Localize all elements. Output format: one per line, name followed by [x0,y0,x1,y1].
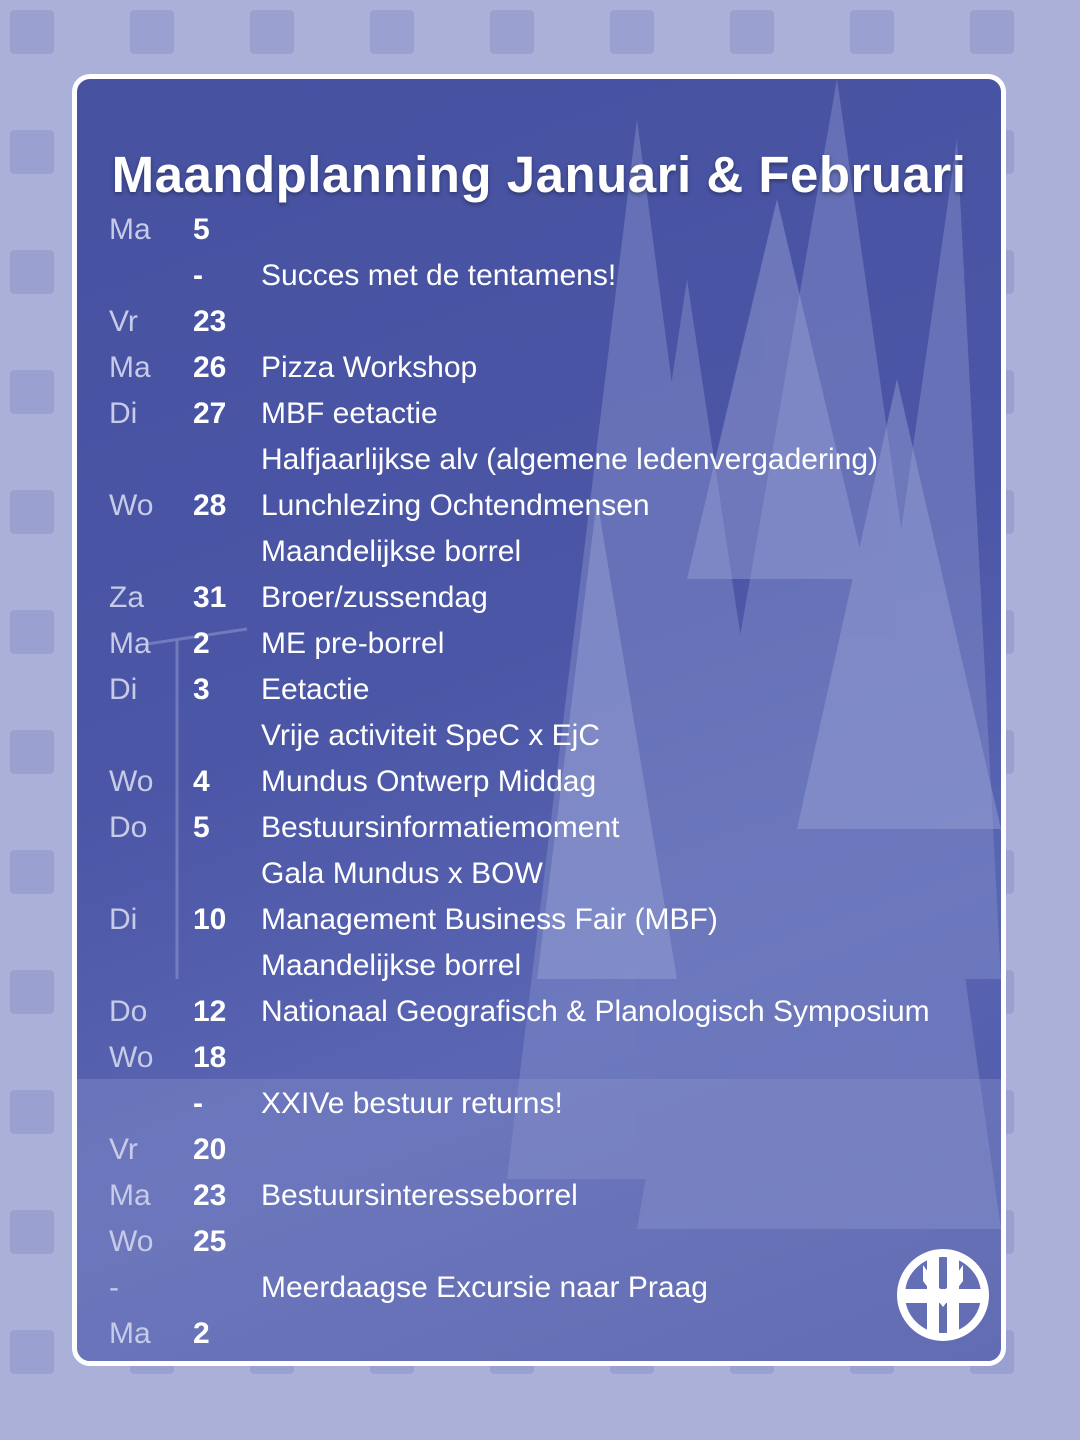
row-event: Broer/zussendag [261,581,488,614]
pattern-tile [370,10,414,54]
pattern-tile [10,1330,54,1374]
row-event: Halfjaarlijkse alv (algemene ledenvergadering) [261,443,878,476]
row-date: - [193,1087,203,1120]
row-day: Wo [109,765,154,798]
row-event: Mundus Ontwerp Middag [261,765,597,798]
row-date: - [193,259,203,292]
row-day: Do [109,811,148,844]
row-event: Gala Mundus x BOW [261,857,543,890]
pattern-tile [10,370,54,414]
schedule-row [109,667,981,713]
row-day: Di [109,397,138,430]
row-day: Ma [109,627,151,660]
schedule-row [109,1265,981,1311]
pattern-tile [10,850,54,894]
pattern-tile [10,10,54,54]
schedule-row [109,391,981,437]
row-event: Management Business Fair (MBF) [261,903,718,936]
schedule-row [109,207,981,253]
row-day: Vr [109,305,138,338]
row-event: Eetactie [261,673,370,706]
row-event: Lunchlezing Ochtendmensen [261,489,650,522]
row-date: 23 [193,1179,227,1212]
schedule-row [109,529,981,575]
row-event: XXIVe bestuur returns! [261,1087,563,1120]
row-date: 20 [193,1133,227,1166]
row-day: Za [109,581,145,614]
row-day: Do [109,995,148,1028]
row-date: 25 [193,1225,227,1258]
schedule-row [109,575,981,621]
schedule-row [109,1311,981,1357]
schedule-row [109,805,981,851]
schedule-list [109,207,981,1357]
page-title: Maandplanning Januari & Februari [111,146,967,203]
row-event: Bestuursinteresseborrel [261,1179,578,1212]
schedule-row [109,1035,981,1081]
row-date: 18 [193,1041,227,1074]
row-event: Vrije activiteit SpeC x EjC [261,719,600,752]
pattern-tile [10,250,54,294]
schedule-row [109,943,981,989]
row-date: 5 [193,213,210,246]
row-day: Wo [109,489,154,522]
schedule-row [109,621,981,667]
row-day: Ma [109,1317,151,1350]
pattern-tile [730,10,774,54]
pattern-tile [610,10,654,54]
pattern-tile [10,130,54,174]
schedule-row [109,713,981,759]
row-event: Succes met de tentamens! [261,259,617,292]
row-date: 5 [193,811,210,844]
schedule-row [109,897,981,943]
row-day: Vr [109,1133,138,1166]
schedule-row [109,989,981,1035]
row-day: Ma [109,1179,151,1212]
row-day: Ma [109,213,151,246]
row-date: 31 [193,581,227,614]
row-date: 3 [193,673,210,706]
pattern-tile [10,730,54,774]
row-date: 27 [193,397,227,430]
pattern-tile [970,10,1014,54]
row-date: 4 [193,765,210,798]
row-event: ME pre-borrel [261,627,445,660]
row-date: 26 [193,351,227,384]
pattern-tile [10,610,54,654]
row-date: 23 [193,305,227,338]
schedule-row [109,1219,981,1265]
row-day: Di [109,903,138,936]
row-day: Wo [109,1041,154,1074]
row-day: - [109,1271,119,1304]
schedule-row [109,759,981,805]
schedule-row [109,1127,981,1173]
row-event: Pizza Workshop [261,351,478,384]
row-date: 2 [193,627,210,660]
association-logo-icon [893,1245,993,1345]
pattern-tile [10,1210,54,1254]
row-event: Bestuursinformatiemoment [261,811,620,844]
schedule-row [109,851,981,897]
pattern-tile [490,10,534,54]
schedule-row [109,253,981,299]
row-event: Maandelijkse borrel [261,949,522,982]
pattern-tile [850,10,894,54]
schedule-row [109,345,981,391]
schedule-row [109,299,981,345]
row-date: 12 [193,995,227,1028]
row-date: 28 [193,489,227,522]
row-event: Nationaal Geografisch & Planologisch Symposium [261,995,930,1028]
pattern-tile [130,10,174,54]
row-day: Di [109,673,138,706]
pattern-tile [10,970,54,1014]
schedule-card [72,74,1006,1366]
row-date: 10 [193,903,227,936]
schedule-row [109,437,981,483]
row-event: Maandelijkse borrel [261,535,522,568]
row-event: MBF eetactie [261,397,438,430]
schedule-row [109,1173,981,1219]
pattern-tile [10,490,54,534]
row-day: Ma [109,351,151,384]
row-date: 2 [193,1317,210,1350]
schedule-row [109,483,981,529]
pattern-tile [250,10,294,54]
pattern-tile [10,1090,54,1134]
row-day: Wo [109,1225,154,1258]
row-event: Meerdaagse Excursie naar Praag [261,1271,708,1304]
schedule-row [109,1081,981,1127]
